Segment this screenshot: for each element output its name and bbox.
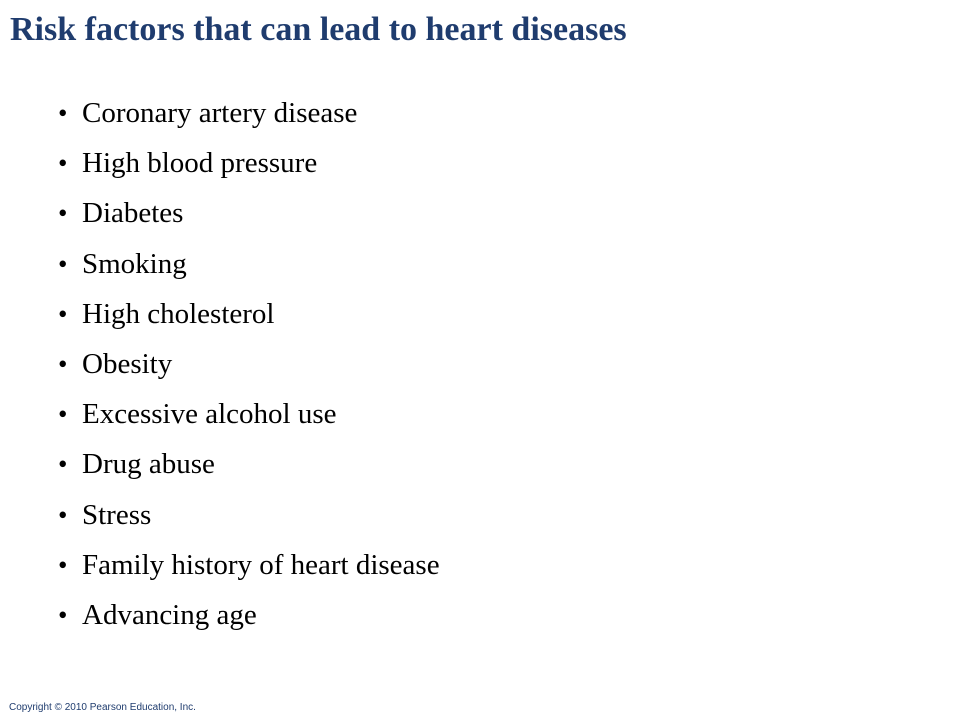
list-item bbox=[58, 339, 440, 389]
risk-factor-list bbox=[58, 88, 440, 640]
list-item bbox=[58, 239, 440, 289]
bullet-icon: • bbox=[58, 198, 68, 229]
bullet-icon: • bbox=[58, 449, 68, 480]
list-item-text: Drug abuse bbox=[82, 448, 215, 481]
list-item-text: Obesity bbox=[82, 347, 173, 380]
list-item-text: Smoking bbox=[82, 247, 187, 280]
list-item-text: Diabetes bbox=[82, 197, 184, 230]
list-item-text: High blood pressure bbox=[82, 147, 318, 180]
list-item bbox=[58, 389, 440, 439]
slide-title: Risk factors that can lead to heart diseases bbox=[10, 11, 627, 48]
list-item bbox=[58, 439, 440, 489]
list-item-text: Stress bbox=[82, 498, 152, 531]
list-item-text: Excessive alcohol use bbox=[82, 398, 337, 431]
list-item bbox=[58, 138, 440, 188]
list-item-text: High cholesterol bbox=[82, 297, 275, 330]
list-item bbox=[58, 540, 440, 590]
list-item bbox=[58, 490, 440, 540]
list-item bbox=[58, 188, 440, 238]
bullet-icon: • bbox=[58, 549, 68, 580]
bullet-icon: • bbox=[58, 98, 68, 128]
copyright-notice: Copyright © 2010 Pearson Education, Inc. bbox=[9, 702, 196, 713]
bullet-icon: • bbox=[58, 499, 68, 530]
list-item-text: Coronary artery disease bbox=[82, 97, 358, 129]
list-item bbox=[58, 590, 440, 640]
list-item bbox=[58, 289, 440, 339]
list-item-text: Advancing age bbox=[82, 598, 257, 631]
bullet-icon: • bbox=[58, 599, 68, 630]
bullet-icon: • bbox=[58, 399, 68, 430]
bullet-icon: • bbox=[58, 148, 68, 179]
bullet-icon: • bbox=[58, 298, 68, 329]
list-item-text: Family history of heart disease bbox=[82, 548, 440, 581]
bullet-icon: • bbox=[58, 348, 68, 379]
bullet-icon: • bbox=[58, 248, 68, 279]
list-item bbox=[58, 88, 440, 138]
